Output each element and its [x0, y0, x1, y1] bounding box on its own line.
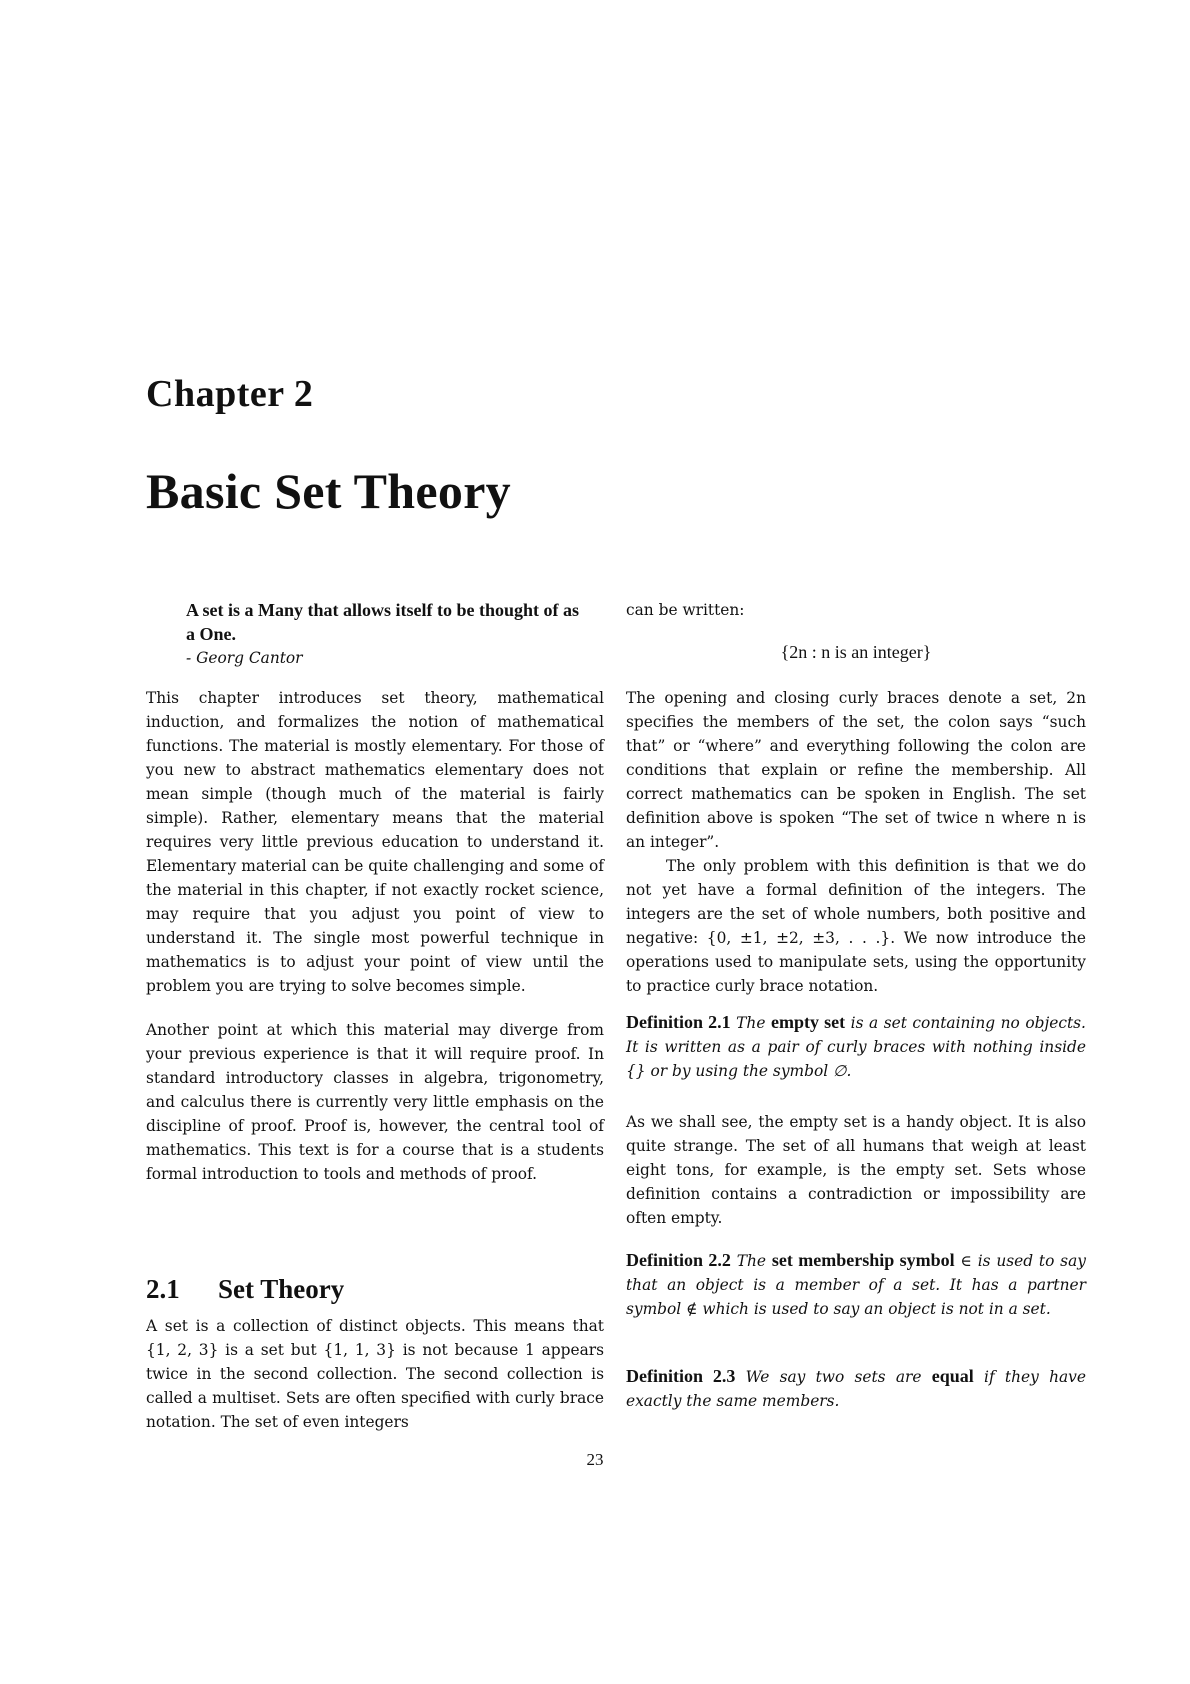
definition-post: is a set containing no objects. It is written as a pair of curly braces with nothing inside {} or by using the symbol ∅. [626, 1014, 1086, 1080]
section-heading [146, 1274, 344, 1305]
definition-label: Definition 2.2 [626, 1250, 731, 1270]
set-paragraph: A set is a collection of distinct objects. This means that {1, 2, 3} is a set but {1, 1, 3} is not because 1 appears twice in the second collection. The second collection is called a multiset. Sets are often specified with curly brace notation. The set of even integers [146, 1317, 604, 1431]
definition-2-2 [626, 1248, 1086, 1321]
chapter-title: Basic Set Theory [146, 463, 511, 519]
definition-pre: The [736, 1252, 767, 1270]
definition-pre: We say two sets are [745, 1368, 922, 1386]
definition-2-1 [626, 1010, 1086, 1083]
definition-post: ∈ is used to say that an object is a member of a set. It has a partner symbol ∉ which is used to say an object is not in a set. [626, 1252, 1086, 1318]
section-number: 2.1 [146, 1274, 180, 1304]
integers-paragraph: The only problem with this definition is that we do not yet have a formal definition of the integers. The integers are the set of whole numbers, both positive and negative: {0, ±1, ±2, ±3, . . .}. We now introduce the operations used to manipulate sets, using the opportunity to practice curly brace notation. [626, 857, 1086, 995]
epigraph [186, 598, 586, 670]
definition-2-3 [626, 1364, 1086, 1413]
proof-paragraph: Another point at which this material may diverge from your previous experience is that it will require proof. In standard introductory classes in algebra, trigonometry, and calculus there is currently very little emphasis on the discipline of proof. Proof is, however, the central tool of mathematics. This text is for a course that is a students formal introduction to tools and methods of proof. [146, 1021, 604, 1183]
empty-set-paragraph: As we shall see, the empty set is a handy object. It is also quite strange. The set of all humans that weigh at least eight tons, for example, is the empty set. Sets whose definition contains a contradiction or impossibility are often empty. [626, 1113, 1086, 1227]
set-formula: {2n : n is an integer} [780, 642, 932, 662]
definition-label: Definition 2.3 [626, 1366, 736, 1386]
intro-paragraph: This chapter introduces set theory, mathematical induction, and formalizes the notion of mathematical functions. The material is mostly elementary. For those of you new to abstract mathematics elementary does not mean simple (though much of the material is fairly simple). Rather, elementary means that the material requires very little previous education to understand it. Elementary material can be quite challenging and some of the material in this chapter, if not exactly rocket science, may require that you adjust you point of view to understand it. The single most powerful technique in mathematics is to adjust your point of view until the problem you are trying to solve becomes simple. [146, 689, 604, 995]
continuation-text: can be written: [626, 601, 745, 619]
definition-label: Definition 2.1 [626, 1012, 731, 1032]
definition-pre: The [736, 1014, 766, 1032]
page-number: 23 [586, 1450, 604, 1469]
definition-term: empty set [771, 1012, 846, 1032]
braces-paragraph: The opening and closing curly braces denote a set, 2n specifies the members of the set, the colon says “such that” or “where” and everything following the colon are conditions that explain or refine the membership. All correct mathematics can be spoken in English. The set definition above is spoken “The set of twice n where n is an integer”. [626, 689, 1086, 851]
epigraph-quote: A set is a Many that allows itself to be thought of as a One. [186, 600, 580, 644]
chapter-label: Chapter 2 [146, 373, 314, 415]
definition-post: if they have exactly the same members. [626, 1368, 1086, 1410]
epigraph-author: - Georg Cantor [186, 649, 303, 667]
section-title: Set Theory [218, 1274, 345, 1304]
definition-term: equal [931, 1366, 974, 1386]
definition-term: set membership symbol [771, 1250, 955, 1270]
